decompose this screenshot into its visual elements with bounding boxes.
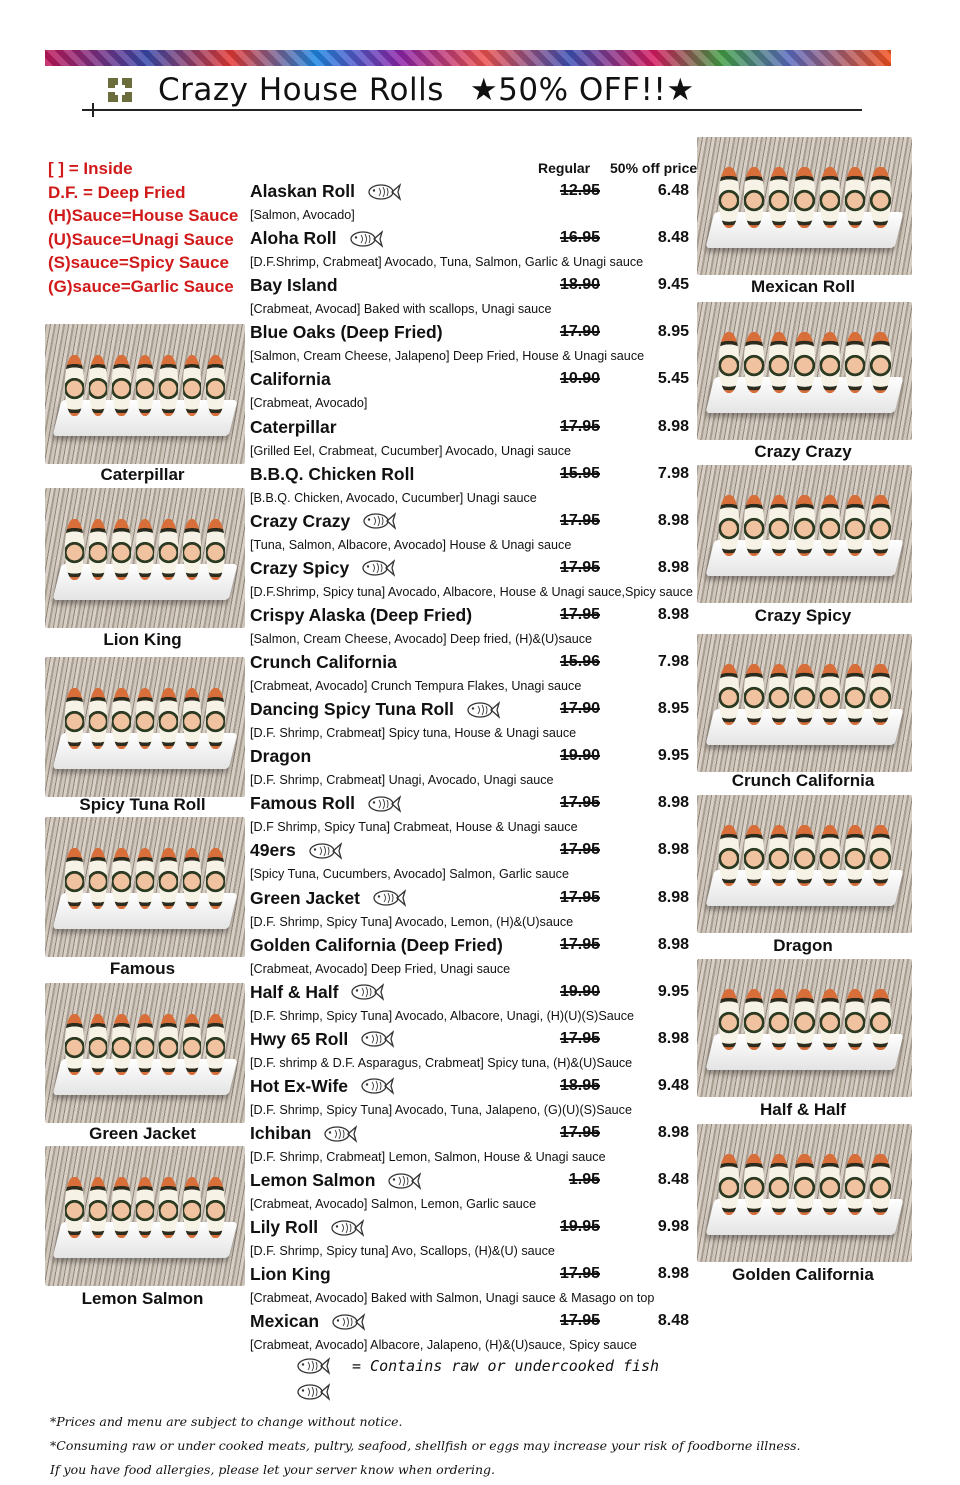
sale-price: 8.98 — [657, 935, 689, 953]
regular-price: 18.90 — [559, 276, 600, 294]
sale-price: 8.98 — [657, 417, 689, 435]
title-underline-tick — [92, 103, 94, 117]
roll-photo — [697, 1124, 912, 1262]
item-description: [B.B.Q. Chicken, Avocado, Cucumber] Unagi sauce — [250, 490, 537, 505]
item-name — [250, 511, 396, 532]
footer-note: *Prices and menu are subject to change without notice. — [50, 1414, 403, 1429]
photo-caption: Green Jacket — [89, 1124, 196, 1143]
menu-item — [250, 1170, 700, 1217]
sushi-rolls — [65, 848, 225, 910]
item-name — [250, 840, 342, 861]
title-underline — [82, 109, 862, 111]
fish-icon — [367, 183, 401, 201]
fish-icon — [466, 701, 500, 719]
regular-price: 17.95 — [559, 1029, 600, 1047]
regular-price: 17.95 — [559, 1124, 600, 1141]
fish-icon — [331, 1313, 365, 1331]
item-name-text: Lion King — [250, 1264, 331, 1285]
item-name-text: Hot Ex-Wife — [250, 1075, 349, 1096]
item-name-text: Bay Island — [250, 275, 338, 296]
fish-icon — [360, 1030, 394, 1048]
sale-price: 8.98 — [657, 888, 689, 906]
menu-item — [250, 181, 700, 228]
photo-caption: Lion King — [103, 630, 182, 649]
sushi-rolls — [719, 332, 891, 393]
roll-photo — [45, 1146, 245, 1286]
item-name — [250, 699, 500, 720]
sale-price: 8.95 — [657, 323, 689, 341]
roll-photo — [697, 959, 912, 1097]
roll-photo — [697, 137, 912, 275]
item-name-text: Hwy 65 Roll — [250, 1028, 349, 1049]
item-description: [D.F. shrimp & D.F. Asparagus, Crabmeat] Spicy tuna, (H)&(U)Sauce — [250, 1055, 633, 1070]
item-name-text: Green Jacket — [250, 887, 360, 908]
item-description: [Crabmeat, Avocado] Salmon, Lemon, Garlic sauce — [250, 1197, 537, 1212]
menu-item — [250, 558, 700, 605]
roll-photo — [697, 634, 912, 772]
promo-text: ★50% OFF!!★ — [469, 72, 695, 108]
regular-price: 17.95 — [559, 888, 600, 906]
menu-item — [250, 417, 700, 464]
item-name — [250, 369, 331, 390]
legend-item: [ ] = Inside — [48, 159, 133, 178]
sushi-rolls — [719, 495, 891, 556]
photo-caption: Crazy Spicy — [754, 606, 852, 625]
photo-caption: Lemon Salmon — [81, 1289, 204, 1308]
regular-price: 10.90 — [559, 370, 600, 388]
regular-price: 17.95 — [559, 935, 600, 953]
regular-price: 15.96 — [559, 653, 600, 670]
item-name-text: Lemon Salmon — [250, 1170, 376, 1191]
item-name — [250, 652, 397, 673]
item-name-text: Ichiban — [250, 1123, 312, 1143]
item-name-text: Crispy Alaska (Deep Fried) — [250, 604, 473, 625]
menu-item — [250, 1029, 700, 1076]
sushi-rolls — [719, 1154, 891, 1215]
item-description: [D.F. Shrimp, Spicy tuna] Avo, Scallops, (H)&(U) sauce — [250, 1244, 555, 1259]
fish-icon — [296, 1383, 330, 1401]
column-header-sale: 50% off price — [610, 160, 698, 176]
legend-item: (H)Sauce=House Sauce — [48, 206, 239, 226]
item-description: [D.F. Shrimp, Crabmeat] Unagi, Avocado, Unagi sauce — [250, 773, 554, 788]
menu-item — [250, 1076, 700, 1123]
sale-price: 9.95 — [657, 982, 689, 1000]
sale-price: 8.48 — [657, 229, 689, 247]
sale-price: 7.98 — [657, 464, 689, 482]
fish-icon — [367, 795, 401, 813]
fish-icon — [387, 1172, 421, 1190]
regular-price: 17.95 — [559, 558, 600, 576]
regular-price: 17.90 — [559, 323, 600, 341]
page-title — [108, 70, 695, 110]
sale-price: 8.98 — [657, 605, 689, 623]
sale-price: 6.48 — [657, 182, 689, 199]
regular-price: 16.95 — [559, 229, 600, 247]
sushi-rolls — [719, 989, 891, 1050]
item-description: [Crabmeat, Avocado] — [250, 396, 368, 411]
raw-fish-key-text: = Contains raw or undercooked fish — [352, 1357, 660, 1375]
menu-item — [250, 699, 700, 746]
photo-caption: Crunch California — [731, 771, 875, 790]
footer-notes — [50, 1410, 801, 1482]
item-name-text: Caterpillar — [250, 416, 337, 437]
menu-item — [250, 1264, 700, 1311]
item-name-text: Mexican — [250, 1311, 320, 1332]
item-name — [250, 1029, 394, 1050]
menu-square-icon — [108, 78, 132, 102]
menu-item — [250, 369, 700, 416]
regular-price: 17.95 — [559, 1265, 600, 1283]
item-name-text: Crazy Crazy — [250, 510, 351, 531]
item-description: [D.F.Shrimp, Crabmeat] Avocado, Tuna, Salmon, Garlic & Unagi sauce — [250, 255, 644, 270]
item-name-text: Dragon — [250, 746, 312, 767]
regular-price: 15.95 — [559, 464, 600, 482]
item-name — [250, 888, 406, 909]
footer-note: *Consuming raw or under cooked meats, pultry, seafood, shellfish or eggs may increase your risk of foodborne illness. — [50, 1438, 801, 1453]
item-name — [250, 558, 395, 579]
item-description: [Crabmeat, Avocado] Deep Fried, Unagi sauce — [250, 961, 511, 976]
fish-icon — [323, 1125, 357, 1143]
raw-fish-key-extra — [296, 1383, 330, 1406]
item-name — [250, 982, 384, 1003]
menu-item — [250, 1311, 700, 1358]
sale-price: 8.98 — [657, 1029, 689, 1047]
roll-photo — [45, 817, 245, 957]
item-name — [250, 417, 337, 438]
photo-caption: Dragon — [773, 936, 833, 955]
title-text: Crazy House Rolls — [158, 72, 444, 108]
item-name-text: Alaskan Roll — [250, 181, 356, 201]
regular-price: 17.95 — [559, 794, 600, 812]
sale-price: 8.98 — [657, 1124, 689, 1141]
sushi-rolls — [65, 1177, 225, 1239]
regular-price: 17.95 — [559, 605, 600, 623]
item-name-text: Blue Oaks (Deep Fried) — [250, 322, 443, 343]
roll-photo — [697, 465, 912, 603]
item-description: [D.F.Shrimp, Spicy tuna] Avocado, Albacore, House & Unagi sauce,Spicy sauce — [250, 584, 693, 599]
menu-item — [250, 322, 700, 369]
menu-item — [250, 935, 700, 982]
menu-item — [250, 228, 700, 275]
item-description: [Grilled Eel, Crabmeat, Cucumber] Avocado, Unagi sauce — [250, 443, 572, 458]
roll-photo — [697, 302, 912, 440]
item-name — [250, 181, 401, 202]
item-description: [D.F. Shrimp, Spicy Tuna] Avocado, Lemon, (H)&(U)sauce — [250, 914, 574, 929]
sale-price: 9.48 — [657, 1076, 689, 1094]
roll-photo — [45, 983, 245, 1123]
item-name-text: 49ers — [250, 840, 296, 861]
item-description: [Salmon, Cream Cheese, Avocado] Deep fried, (H)&(U)sauce — [250, 631, 593, 646]
roll-photo — [45, 324, 245, 464]
item-description: [Salmon, Avocado] — [250, 208, 355, 222]
photo-caption: Golden California — [732, 1265, 874, 1284]
sale-price: 8.98 — [657, 1265, 689, 1283]
item-description: [D.F. Shrimp, Spicy Tuna] Avocado, Tuna, Jalapeno, (G)(U)(S)Sauce — [250, 1102, 632, 1117]
item-name-text: Crunch California — [250, 652, 397, 672]
item-name — [250, 1217, 364, 1238]
roll-photo — [697, 795, 912, 933]
item-description: [Salmon, Cream Cheese, Jalapeno] Deep Fried, House & Unagi sauce — [250, 349, 645, 364]
sushi-rolls — [65, 355, 225, 417]
item-description: [D.F. Shrimp, Crabmeat] Spicy tuna, House & Unagi sauce — [250, 726, 577, 741]
item-description: [Spicy Tuna, Cucumbers, Avocado] Salmon, Garlic sauce — [250, 867, 569, 882]
sale-price: 9.45 — [657, 276, 689, 294]
item-name-text: Dancing Spicy Tuna Roll — [250, 699, 454, 720]
decorative-banner — [45, 50, 891, 66]
regular-price: 12.95 — [559, 182, 600, 199]
sushi-rolls — [719, 664, 891, 725]
sale-price: 8.48 — [657, 1312, 689, 1330]
legend-item: (U)Sauce=Unagi Sauce — [48, 229, 234, 249]
item-name — [250, 1170, 421, 1191]
sushi-rolls — [65, 519, 225, 581]
regular-price: 19.95 — [559, 1218, 600, 1236]
item-description: [Crabmeat, Avocad] Baked with scallops, Unagi sauce — [250, 302, 552, 317]
item-name — [250, 605, 472, 626]
sushi-rolls — [65, 1014, 225, 1076]
sale-price: 8.48 — [657, 1171, 689, 1189]
regular-price: 19.90 — [559, 747, 600, 765]
fish-icon — [360, 1077, 394, 1095]
legend-item: (G)sauce=Garlic Sauce — [48, 276, 234, 296]
fish-icon — [296, 1357, 330, 1375]
item-description: [D.F. Shrimp, Spicy Tuna] Avocado, Albacore, Unagi, (H)(U)(S)Sauce — [250, 1008, 635, 1023]
item-name — [250, 935, 503, 956]
item-description: [Tuna, Salmon, Albacore, Avocado] House & Unagi sauce — [250, 537, 572, 552]
item-name — [250, 275, 338, 296]
regular-price: 17.95 — [559, 417, 600, 435]
legend-item: D.F. = Deep Fried — [48, 182, 186, 202]
sale-price: 8.98 — [657, 558, 689, 576]
fish-icon — [361, 559, 395, 577]
sale-price: 9.95 — [657, 747, 689, 765]
menu-item — [250, 275, 700, 322]
menu-item — [250, 1123, 700, 1170]
fish-icon — [349, 230, 383, 248]
menu-item — [250, 605, 700, 652]
item-name-text: Lily Roll — [250, 1217, 319, 1238]
raw-fish-key — [296, 1357, 659, 1375]
regular-price: 17.95 — [559, 511, 600, 529]
item-description: [D.F Shrimp, Spicy Tuna] Crabmeat, House & Unagi sauce — [250, 820, 578, 835]
sale-price: 9.98 — [657, 1218, 689, 1236]
item-name — [250, 1076, 394, 1097]
menu-item — [250, 840, 700, 887]
item-name-text: California — [250, 369, 331, 390]
item-name-text: Half & Half — [250, 981, 339, 1002]
menu-item — [250, 464, 700, 511]
item-description: [Crabmeat, Avocado] Baked with Salmon, Unagi sauce & Masago on top — [250, 1291, 655, 1306]
item-name-text: Aloha Roll — [250, 228, 337, 249]
roll-photo — [45, 657, 245, 797]
regular-price: 17.90 — [559, 700, 600, 718]
legend — [48, 157, 238, 299]
menu-item — [250, 746, 700, 793]
sale-price: 8.95 — [657, 700, 689, 718]
photo-caption: Caterpillar — [100, 465, 185, 484]
item-name — [250, 228, 383, 249]
item-name — [250, 1264, 331, 1285]
item-description: [Crabmeat, Avocado] Albacore, Jalapeno, (H)&(U)sauce, Spicy sauce — [250, 1338, 637, 1353]
regular-price: 17.95 — [559, 1312, 600, 1330]
regular-price: 1.95 — [568, 1171, 600, 1189]
menu-item — [250, 982, 700, 1029]
photo-caption: Crazy Crazy — [754, 442, 852, 461]
item-name — [250, 1123, 357, 1144]
sale-price: 8.98 — [657, 794, 689, 812]
sushi-rolls — [719, 167, 891, 228]
footer-note: If you have food allergies, please let your server know when ordering. — [50, 1462, 496, 1477]
item-name — [250, 1311, 365, 1332]
item-name-text: Famous Roll — [250, 793, 356, 814]
sale-price: 5.45 — [657, 370, 689, 388]
regular-price: 19.90 — [559, 982, 600, 1000]
legend-item: (S)sauce=Spicy Sauce — [48, 253, 229, 273]
menu-item — [250, 888, 700, 935]
fish-icon — [330, 1219, 364, 1237]
column-header-regular: Regular — [538, 160, 591, 176]
fish-icon — [372, 889, 406, 907]
sushi-rolls — [65, 688, 225, 750]
regular-price: 17.95 — [559, 841, 600, 859]
sale-price: 8.98 — [657, 511, 689, 529]
sale-price: 7.98 — [657, 653, 689, 670]
regular-price: 18.95 — [559, 1076, 600, 1094]
item-name-text: Golden California (Deep Fried) — [250, 934, 503, 955]
menu-item — [250, 652, 700, 699]
photo-caption: Mexican Roll — [751, 277, 855, 296]
fish-icon — [308, 842, 342, 860]
item-name-text: Crazy Spicy — [250, 557, 350, 578]
item-name — [250, 464, 414, 485]
menu-item — [250, 511, 700, 558]
photo-caption: Famous — [109, 959, 176, 978]
sushi-rolls — [719, 825, 891, 886]
menu-item — [250, 1217, 700, 1264]
photo-caption: Half & Half — [760, 1100, 846, 1119]
menu-item — [250, 793, 700, 840]
sale-price: 8.98 — [657, 841, 689, 859]
item-name — [250, 746, 311, 767]
fish-icon — [350, 983, 384, 1001]
photo-caption: Spicy Tuna Roll — [79, 795, 206, 814]
item-description: [D.F. Shrimp, Crabmeat] Lemon, Salmon, House & Unagi sauce — [250, 1150, 606, 1164]
item-name-text: B.B.Q. Chicken Roll — [250, 463, 415, 484]
item-name — [250, 322, 443, 343]
item-description: [Crabmeat, Avocado] Crunch Tempura Flakes, Unagi sauce — [250, 679, 582, 693]
item-name — [250, 793, 401, 814]
fish-icon — [362, 512, 396, 530]
roll-photo — [45, 488, 245, 628]
